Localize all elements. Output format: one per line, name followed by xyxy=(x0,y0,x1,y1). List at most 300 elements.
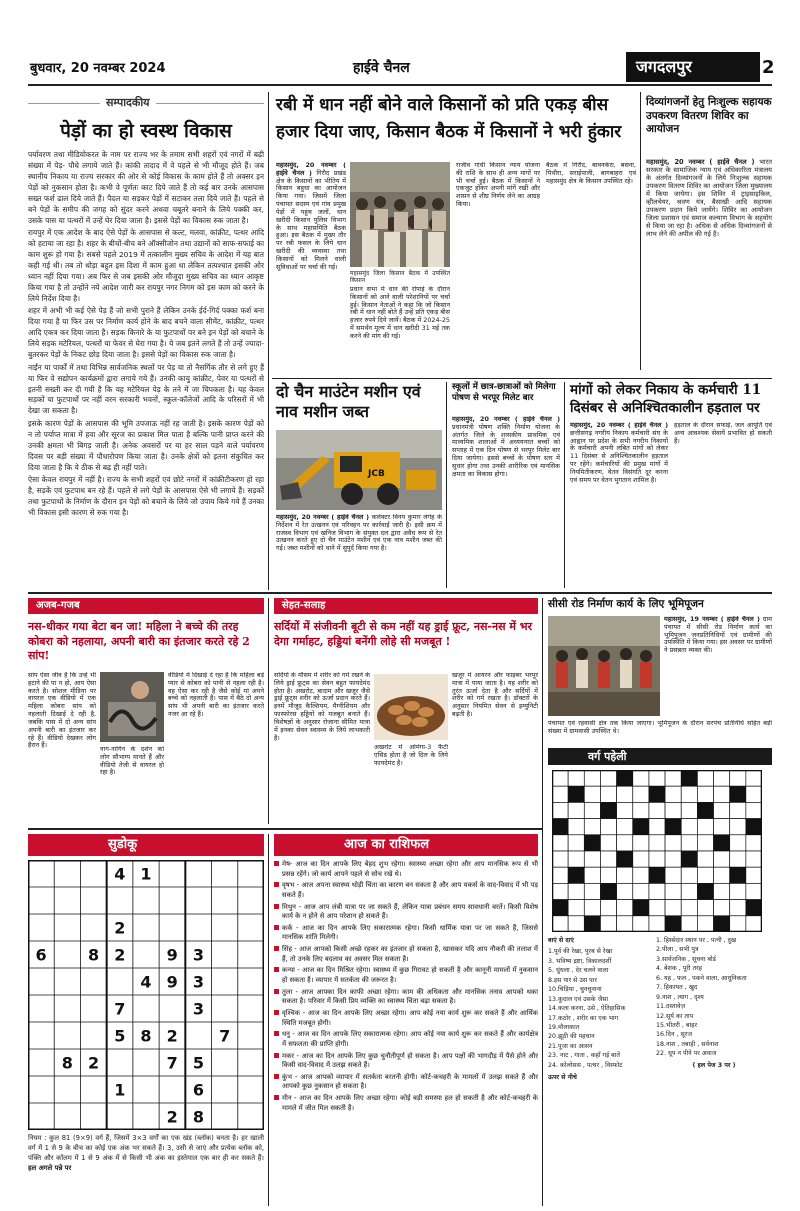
crossword-cell xyxy=(649,900,665,916)
sudoku-cell-value: 9 xyxy=(166,972,178,992)
crossword-cell xyxy=(584,770,600,786)
crossword-clue: 24. कोलोसस , पत्थर , विस्फोट xyxy=(548,1061,623,1069)
editorial-section: सम्पादकीय xyxy=(100,96,156,109)
crossword-cell xyxy=(681,867,697,883)
jcb-photo xyxy=(276,430,442,510)
crossword-cell xyxy=(584,802,600,818)
notice-title: दिव्यांगजनों हेतु निःशुल्क सहायक उपकरण वितरण शिविर का आयोजन xyxy=(646,96,772,136)
crossword-cell xyxy=(730,786,746,802)
crossword-down-title: ऊपर से नीचे xyxy=(548,1074,577,1082)
crossword-cell xyxy=(584,883,600,899)
notice-body xyxy=(646,158,772,370)
lead-photo xyxy=(350,162,450,267)
sudoku-title-bar xyxy=(28,834,264,856)
crossword-cell xyxy=(552,770,568,786)
sudoku-cell-value: 6 xyxy=(192,1080,205,1100)
bhumipujan-body-text: ग्राम पंचायत में सीसी रोड निर्माण कार्य का भूमिपूजन जनप्रतिनिधियों एवं ग्रामीणों की उपस्थिति में किया गया। इस अवसर पर ग्रामीणों ने प्रसन्नता व्यक्त की। xyxy=(664,616,772,655)
crossword-cell xyxy=(746,900,762,916)
horoscope-item: मकर - आज का दिन आपके लिए कुछ चुनौतीपूर्ण हो सकता है। आप पक्षों की भागदौड़ में पैसे होने और किसी वाद-विवाद में उलझ सकते हैं। xyxy=(274,1052,538,1071)
jcb-machine-image xyxy=(276,430,442,510)
crossword-cell xyxy=(665,770,681,786)
crowd-photo-image xyxy=(350,162,450,267)
editorial-paragraph: ऐसा केवल रायपुर में नहीं है। राज्य के सभी शहरों एवं छोटे नगरों में कांक्रीटीकरण हो रहा है, सड़कें एवं फुटपाथ बन रहे हैं। पहले से लगे पेड़ों के आसपास ऐसे भी लगाये हैं। सड़कों तथा फुटपाथों के निर्माण के दौरान इन पेड़ों को बचाने के लिये जो उपाय किये गये हैं उनका भी विकास इसी कारण से रुक गया है। xyxy=(28,475,264,517)
bullet-icon xyxy=(274,1010,279,1015)
jcb-dateline: महासमुंद, 20 नवम्बर ( हाईवे चैनल ) xyxy=(276,514,370,521)
bhumipujan-photo xyxy=(548,616,660,716)
bullet-icon xyxy=(274,1095,279,1100)
crossword-cell xyxy=(600,916,616,932)
jcb-headline: दो चैन माउंटेन मशीन एवं नाव मशीन जब्त xyxy=(276,382,421,421)
jcb-photo-label: JCB xyxy=(368,469,385,479)
crossword-cell xyxy=(552,900,568,916)
sudoku-cell-value: 4 xyxy=(140,972,152,992)
crossword-clue: 6. यह , फल , पकने वाला, आधुनिकता xyxy=(656,974,747,982)
sudoku-cell-value: 7 xyxy=(114,999,126,1019)
crossword-cell xyxy=(617,835,633,851)
bhumipujan-headline: सीसी रोड निर्माण कार्य के लिए भूमिपूजन xyxy=(548,598,704,610)
crossword-clue: 4. बेशक , पूरी तरह xyxy=(656,965,703,973)
crossword-cell xyxy=(714,916,730,932)
crossword-cell xyxy=(730,916,746,932)
crossword-cell xyxy=(730,867,746,883)
crossword-cell xyxy=(649,802,665,818)
crossword-cell xyxy=(714,851,730,867)
crossword-clue: 10.चिड़िया , चुनचुनाना xyxy=(548,986,602,994)
crossword-cell xyxy=(649,883,665,899)
crossword-cell xyxy=(633,883,649,899)
lead-photo-caption: महासमुंद जिला किसान बैठक में उपस्थित किसान xyxy=(350,270,450,285)
crossword-cell xyxy=(633,867,649,883)
lead-headline-1: रबी में धान नहीं बोने वाले किसानों को प्रति एकड़ बीस xyxy=(276,95,609,115)
column-divider xyxy=(640,92,641,370)
crossword-cell xyxy=(617,802,633,818)
crossword-cell xyxy=(568,786,584,802)
crossword-cell xyxy=(600,835,616,851)
crossword-cell xyxy=(568,883,584,899)
crossword-cell xyxy=(600,802,616,818)
crossword-cell xyxy=(633,835,649,851)
crossword-cell xyxy=(633,851,649,867)
crossword-cell xyxy=(600,883,616,899)
sudoku-grid xyxy=(28,860,264,1130)
crossword-clue: 15.भीतरी , बाहर xyxy=(656,1021,698,1029)
horoscope-item: कन्या - आज का दिन मिश्रित रहेगा। स्वास्थ्य में कुछ गिरावट हो सकती है और कानूनी मामलों में नुकसान हो सकता है। व्यापार में सतर्कता की जरूरत है। xyxy=(274,966,538,985)
bullet-icon xyxy=(274,1031,279,1036)
health-section-bar xyxy=(274,598,538,614)
snake-photo-image xyxy=(100,672,164,742)
sudoku-cell-value: 7 xyxy=(166,1053,178,1073)
column-divider xyxy=(268,598,269,824)
editorial-paragraph: पर्यावरण तथा मीडियोकरत के नाम पर राज्य भर के तमाम सभी शहरों एवं नगरों में बढ़ी संख्या में पेड़- पौधे लगाये जाते हैं। कांकी तादाद में वे पहले से भी मौजूद होते हैं। जब स्थानीय निकाय या राज्य सरकार की ओर से कोई विकास के काम होते हैं तो अक्सर इन पेड़ों को नुकसान होता है। कभी वे पूर्णतः काट दिये जाते हैं तो कई बार उनके आसपास सख्त फर्श ढाल दिये जाते हैं। पैदल या सड़कर पेड़ों में सटाकर तला दिये जाते हैं। पहले से बने पेड़ों के समीप की जगह को सुंदर करने अथवा चबूतरे बनाने के लिये पक्की कर, उसके पास या पत्थरों में उन्हें घेर दिया जाता है। इससे पेड़ों का विकास रुक जाता है। xyxy=(28,150,264,225)
column-divider xyxy=(446,382,447,588)
crossword-across-list xyxy=(548,947,652,1070)
horoscope-item: तुला - आज आपका दिन काफी अच्छा रहेगा। काम की अधिकता और मानसिक तनाव आपको थका सकता है। परिवार में किसी प्रिय व्यक्ति का स्वास्थ्य चिंता बढ़ा सकता है। xyxy=(274,988,538,1007)
crossword-cell xyxy=(697,916,713,932)
crossword-cell xyxy=(584,916,600,932)
crossword-grid-svg xyxy=(552,770,762,932)
millet-body-text: प्रधानमंत्री पोषण शक्ति निर्माण योजना के अंतर्गत जिले के शासकीय प्राथमिक एवं माध्यमिक शालाओं में अध्ययनरत बच्चों को सप्ताह में एक दिन पोषण से भरपूर मिलेट बार दिया जायेगा। इससे बच्चों के पोषण स्तर में सुधार होगा तथा उनकी शारीरिक एवं मानसिक क्षमता का विकास होगा। xyxy=(452,422,560,478)
sudoku-cell-value: 2 xyxy=(166,1107,178,1127)
sudoku-title: सुडोकू xyxy=(108,837,138,852)
crossword-cell xyxy=(665,835,681,851)
crossword-cell xyxy=(568,770,584,786)
crossword-cell xyxy=(568,835,584,851)
crossword-cell xyxy=(681,770,697,786)
crossword-cell xyxy=(568,851,584,867)
crossword-clue: 9.नाश , त्याग , दृश्य xyxy=(656,993,704,1001)
crossword-cell xyxy=(681,835,697,851)
dry-fruit-image xyxy=(374,674,448,740)
crossword-clue: 21.पूजा का आसन xyxy=(548,1042,593,1050)
crossword-cell xyxy=(649,851,665,867)
crossword-clue: 17.कठोर , शरीर का एक भाग xyxy=(548,1014,619,1022)
column-divider xyxy=(268,92,269,590)
crossword-cell xyxy=(600,900,616,916)
crossword-cell xyxy=(714,802,730,818)
crossword-cell xyxy=(649,770,665,786)
crossword-cell xyxy=(697,786,713,802)
strike-body-2: हड़ताल के दौरान सफाई, जल आपूर्ति एवं अन्य आवश्यक सेवायें प्रभावित हो सकती हैं। xyxy=(674,422,772,445)
health-body-3: खजूर में आयरन और फाइबर भरपूर मात्रा में पाया जाता है। यह शरीर को तुरंत ऊर्जा देता है और सर्दियों में शरीर को गर्म रखता है। डॉक्टरों के अनुसार नियमित सेवन से इम्युनिटी बढ़ती है। xyxy=(452,672,538,719)
crossword-clue: 3.सार्वजनिक , सूचना बोर्ड xyxy=(656,955,717,963)
crossword-answer-note: ( हल पेज 3 पर ) xyxy=(692,1061,736,1069)
editorial-paragraph: इसके कारण पेड़ों के आसपास की भूमि उपजाऊ नहीं रह जाती है। इसके कारण पेड़ों को न तो पर्याप्त मात्रा में हवा और सूरज का प्रकाश मिल पाता है बल्कि पानी प्राप्त करने की उनकी क्षमता भी बिगड़ जाती है। अनेक अवसरों पर या हर साल पड़ने वाले पर्यावरण दिवस पर बड़ी संख्या में पौधारोपण किया जाता है। उनके क्षेत्रों को इतना संकुचित कर दिया जाता है कि ये ठीक से बढ़ ही नहीं पाते। xyxy=(28,418,264,472)
crossword-cell xyxy=(584,851,600,867)
crossword-across xyxy=(548,936,652,1198)
crossword-cell xyxy=(617,916,633,932)
lead-dateline: महासमुंद, 20 नवम्बर ( हाईवे चैनल ) xyxy=(276,162,346,177)
editorial-body xyxy=(28,150,264,565)
bullet-icon xyxy=(274,925,279,930)
ajab-body-right: वीडियो में दिखाई दे रहा है कि महिला बड़े प्यार से कोबरा को पानी से नहला रही है। वह ऐसा कर रही है जैसे कोई मां अपने बच्चे को नहलाती है। पास में बैठे दो अन्य सांप भी अपनी बारी का इंतजार करते नजर आ रहे हैं। xyxy=(168,672,264,719)
masthead-city: जगदलपुर xyxy=(636,57,692,76)
column-divider xyxy=(268,834,269,1206)
lead-col-3: राजीव गांधी किसान न्याय योजना की राशि के साथ ही अन्य मांगों पर भी चर्चा हुई। बैठक में किसानों ने एकजुट होकर अपनी मांगें रखीं और शासन से शीघ्र निर्णय लेने का आग्रह किया। xyxy=(456,162,540,209)
crossword-cell xyxy=(584,867,600,883)
crossword-cell xyxy=(697,883,713,899)
crossword-cell xyxy=(681,786,697,802)
ajab-section: अजब-गजब xyxy=(36,600,80,611)
sudoku-cell-value: 4 xyxy=(114,864,126,884)
lead-col-1-text: गिरौद प्रखंड क्षेत्र के किसानों का भीतिय में किसान बहुधा का आयोजन किया गया। जिसमें जिला पंचायत सदस्य एवं गांव प्रमुख पेड़ों में पहुंच जलों, धान खरीदी किसान पुलिस विभाग के साथ महासमिति बैठक हुआ। इस बैठक में मुख्य तौर पर रबी फसल के लिये धान खरीदी की व्यवस्था तथा किसानों को मिलने वाली सुविधाओं पर चर्चा की गई। xyxy=(276,168,346,271)
bhumipujan-body xyxy=(664,616,772,716)
crossword-clue: 13.कुदाल एवं उसके जैसा xyxy=(548,995,609,1003)
sudoku-cell-value: 8 xyxy=(192,1107,205,1127)
crossword-cell xyxy=(584,835,600,851)
crossword-cell xyxy=(697,802,713,818)
crossword-cell xyxy=(681,883,697,899)
ajab-section-bar xyxy=(28,598,264,614)
masthead-city-box xyxy=(626,52,760,82)
crossword-cell xyxy=(600,851,616,867)
crossword-cell xyxy=(552,851,568,867)
health-photo xyxy=(374,674,448,740)
crossword-cell xyxy=(665,867,681,883)
crossword-clue: 11.दस्तावेज़ xyxy=(656,1003,686,1011)
crossword-clue: 16.दिन , सूरज xyxy=(656,1031,692,1039)
lead-col-2: प्रधान सभा में धान की रोपाई के दौरान किसानों को आने वाली परेशानियों पर चर्चा हुई। किसान नेताओं ने कहा कि जो किसान रबी में धान नहीं बोते हैं उन्हें प्रति एकड़ बीस हजार रुपये दिये जायें। बैठक में 2024-25 में समर्थन मूल्य में धान खरीदी 31 मई तक करने की मांग की गई। xyxy=(350,286,450,340)
crossword-cell xyxy=(665,916,681,932)
section-rule xyxy=(272,378,772,379)
crossword-cell xyxy=(633,819,649,835)
ajab-body-left: सांप ऐसा जीव है कि उन्हें भी हटाने की पा न हो, आप ऐसा करते है। सोशल मीडिया पर वायरल एक वीडियो में एक महिला कोबरा सांप को नहलाती दिखाई दे रही है, जबकि पास में दो अन्य सांप अपनी बारी का इंतजार कर रहे हैं। वीडियो देखकर लोग हैरान हैं। xyxy=(28,672,96,750)
sudoku-cell-value: 3 xyxy=(192,945,205,965)
crossword-clue: 7. हिकायत , खुद xyxy=(656,984,698,992)
crossword-grid xyxy=(552,770,762,932)
lead-col-1 xyxy=(276,162,346,372)
crossword-cell xyxy=(730,770,746,786)
crossword-cell xyxy=(746,802,762,818)
crossword-cell xyxy=(617,883,633,899)
page-number: 2 xyxy=(762,57,775,78)
editorial-paragraph: रायपुर में एक आदेश के बाद ऐसे पेड़ों के आसपास से कल्ट, मलवा, कांक्रीट, पत्थर आदि को हटाया जा रहा है। शहर के बीचों-बीच बने ऑक्सीजोन तथा उद्यानों को साफ-सफाई का काम शुरू हो गया है। सबसे पहले 2019 में तत्कालीन मुख्य सचिव के आदेश में यह बात कही गई थी। तब तो थोड़ा बहुत इस दिशा में काम हुआ था लेकिन तत्पश्चात इसकी ओर ध्यान नहीं दिया गया। अब फिर से जब इसकी ओर मौजूदा मुख्य सचिव का ध्यान आकृष्ट किया गया है तो उन्होंने नये आदेश जारी कर रायपुर नगर निगम को इस काम को करने के लिये निर्देश दिया है। xyxy=(28,228,264,303)
crossword-clue: 8.इस पार से उस पार xyxy=(548,976,597,984)
sudoku-rules xyxy=(28,1134,264,1204)
crossword-cell xyxy=(714,867,730,883)
crossword-cell xyxy=(617,851,633,867)
lead-headline-2: हजार दिया जाए, किसान बैठक में किसानों ने भरी हुंकार xyxy=(276,122,622,142)
crossword-cell xyxy=(649,786,665,802)
crossword-cell xyxy=(730,802,746,818)
crossword-title-bar xyxy=(548,748,772,765)
crossword-cell xyxy=(552,883,568,899)
ajab-photo xyxy=(100,672,164,742)
horoscope-item: मेष- आज का दिन आपके लिए बेहद शुभ रहेगा। स्वास्थ्य अच्छा रहेगा और आप मानसिक रूप से भी प्रसन्न रहेंगे। जो कार्य आपने पहले से सोच रखे थे। xyxy=(274,860,538,879)
crossword-down xyxy=(656,936,772,1198)
crossword-cell xyxy=(552,786,568,802)
crossword-title: वर्ग पहेली xyxy=(588,750,627,763)
editorial-paragraph: शहर में अभी भी कई ऐसे पेड़ हैं जो सभी पुराने हैं लेकिन उनके ईर्द-गिर्द पक्का फर्श बना दिया गया है या फिर उस पर निर्माण कार्य होने के बाद बचने वाला सीमेंट, कांक्रीट, पत्थर आदि एकत्र कर दिया जाता है। सड़क किनारे के या फुटपाथों पर बने इन पेड़ों को बचाने के लिये सड़क मटेरियल, पत्थरों या फेवर से घेरा गया है। ये जब इतने लगते हैं तो उन्हें ज्यादा-बुतरकर पेड़ों के निकट छोड़ दिया जाता है। इससे पेड़ों का विकास रुक जाता है। xyxy=(28,306,264,360)
bhumipujan-caption: पंचायत एवं रहवासी क्षेत्र तक किया जाएगा। भूमिपूजन के दौरान सरपंच प्रतिनिधि सहित बड़ी संख्या में ग्रामवासी उपस्थित थे। xyxy=(548,720,772,735)
jcb-body xyxy=(276,514,442,586)
sudoku-cell-value: 8 xyxy=(87,945,100,965)
crossword-cell xyxy=(649,835,665,851)
bullet-icon xyxy=(274,1074,279,1079)
editorial-title: पेड़ों का हो स्वस्थ विकास xyxy=(60,120,232,142)
crossword-cell xyxy=(746,786,762,802)
bhumipujan-dateline: महासमुंद, 19 नवम्बर ( हाईवे चैनल ) xyxy=(664,616,760,623)
crossword-cell xyxy=(665,883,681,899)
crossword-cell xyxy=(697,867,713,883)
crossword-cell xyxy=(746,883,762,899)
crossword-clue: 2.पीला , सभी पुत्र xyxy=(656,946,699,954)
sudoku-cell-value: 9 xyxy=(166,945,178,965)
crossword-cell xyxy=(649,916,665,932)
crossword-cell xyxy=(552,802,568,818)
crossword-clue: 3. भविष्य द्रष्टा, त्रिकालदर्शी xyxy=(548,957,612,965)
bullet-icon xyxy=(274,946,279,951)
strike-body-text: छत्तीसगढ़ नगरीय निकाय कर्मचारी संघ के आह्वान पर प्रदेश के सभी नगरीय निकायों के कर्मचारी अपनी लंबित मांगों को लेकर 11 दिसंबर से अनिश्चितकालीन हड़ताल पर रहेंगे। कर्मचारियों की प्रमुख मांगों में नियमितीकरण, वेतन विसंगति दूर करना एवं समय पर वेतन भुगतान शामिल है। xyxy=(570,428,668,484)
crossword-cell xyxy=(746,867,762,883)
crossword-cell xyxy=(568,802,584,818)
crossword-cell xyxy=(649,819,665,835)
horoscope-item: मिथुन - आज आप लंबी यात्रा पर जा सकते हैं, लेकिन यात्रा प्रबंधन समय सावधानी बरतें। किसी विशेष कार्य के न होने से आप परेशान हो सकते हैं। xyxy=(274,903,538,922)
crossword-cell xyxy=(665,851,681,867)
horoscope-item: मीन - आज का दिन आपके लिए अच्छा रहेगा। कोई बड़ी समस्या हल हो सकती है और कोर्ट-कचहरी के मामले में जीत मिल सकती है। xyxy=(274,1094,538,1113)
crossword-cell xyxy=(568,819,584,835)
column-divider xyxy=(564,382,565,588)
horoscope-item: सिंह - आज आपको किसी अच्छे रहकर का इंतजार हो सकता है, खासकर यदि आप नौकरी की तलाश में हैं, तो उनके लिए बदलाव का अवसर मिल सकता है। xyxy=(274,945,538,964)
masthead-rule xyxy=(28,84,772,86)
crossword-cell xyxy=(665,786,681,802)
crossword-cell xyxy=(617,900,633,916)
ceremony-photo-image xyxy=(548,616,660,716)
crossword-cell xyxy=(714,786,730,802)
health-headline: सर्दियों में संजीवनी बूटी से कम नहीं यह ड्राई फ्रूट, नस-नस में भर देगा गर्माहट, हड्डियां बनेंगी लोहे सी मजबूत ! xyxy=(274,620,533,648)
crossword-cell xyxy=(697,770,713,786)
health-body-2: अखरोट में ओमेगा-3 फैटी एसिड होता है जो दिल के लिये फायदेमंद है। xyxy=(374,744,448,767)
crossword-cell xyxy=(746,819,762,835)
crossword-cell xyxy=(665,900,681,916)
crossword-clue: 5. धुंधला , देर चलने वाला xyxy=(548,967,609,975)
crossword-down-list xyxy=(656,936,772,1059)
crossword-cell xyxy=(714,835,730,851)
strike-dateline: महासमुंद, 20 नवम्बर ( हाईवे चैनल ) xyxy=(570,422,668,429)
horoscope-item: कर्क - आज का दिन आपके लिए सकारात्मक रहेगा। किसी धार्मिक यात्रा पर जा सकते हैं, जिससे मानसिक शांति मिलेगी। xyxy=(274,924,538,943)
sudoku-cell-value: 1 xyxy=(114,1080,126,1100)
crossword-clue: 22. धूप न पीने पर अवाज xyxy=(656,1050,717,1058)
sudoku-cell-value: 2 xyxy=(114,945,126,965)
crossword-cell xyxy=(681,819,697,835)
sudoku-cell-value: 7 xyxy=(219,1026,231,1046)
crossword-cell xyxy=(617,786,633,802)
ajab-body-mid: नाग-नागिन के दर्शन को लोग सौभाग्य मानते हैं और वीडियो तेजी से वायरल हो रहा है। xyxy=(100,746,164,777)
sudoku-rules-text: नियम : कुल 81 (9×9) वर्ग हैं, जिसमें 3×3 वर्गों का एक खंड (ब्लॉक) बनता है। हर खाली वर्ग में 1 से 9 के बीच का कोई एक अंक भर सकते हैं। 3, उसी से जाएं और प्रत्येक ब्लॉक को, पंक्ति और कॉलम में 1 से 9 अंक में से किसी भी अंक का इस्तेमाल एक बार ही कर सकते हैं। xyxy=(28,1134,264,1162)
crossword-cell xyxy=(600,770,616,786)
crossword-cell xyxy=(697,819,713,835)
crossword-clue: 18.नाश , तबाही , सर्वनाश xyxy=(656,1040,719,1048)
crossword-clue: 1.पूर्व की रेखा, पूरब से रेखा xyxy=(548,948,613,956)
sudoku-cell-value: 5 xyxy=(114,1026,126,1046)
strike-headline: मांगों को लेकर निकाय के कर्मचारी 11 दिसंबर से अनिश्चितकालीन हड़ताल पर xyxy=(570,382,762,416)
crossword-cell xyxy=(665,819,681,835)
crossword-clue: 23. नाट , गाता , कहाँ गई बातें xyxy=(548,1052,620,1060)
masthead xyxy=(28,52,775,82)
crossword-cell xyxy=(600,819,616,835)
sudoku-cell-value: 2 xyxy=(166,1026,178,1046)
bullet-icon xyxy=(274,989,279,994)
crossword-cell xyxy=(617,867,633,883)
horoscope-item: धनु - आज का दिन आपके लिए सकारात्मक रहेगा। आप कोई नया कार्य शुरू कर सकते हैं और कार्यक्षेत्र में सफलता की प्राप्ति होगी। xyxy=(274,1030,538,1049)
horoscope-title: आज का राशिफल xyxy=(344,837,430,852)
horoscope-item: कुंभ - आज आपको व्यापार में सतर्कता बरतनी होगी। कोर्ट-कचहरी के मामलों में उलझ सकते हैं और आपको कुछ नुकसान हो सकता है। xyxy=(274,1073,538,1092)
crossword-cell xyxy=(568,867,584,883)
sudoku-cell-value: 8 xyxy=(61,1053,73,1073)
sudoku-cell-value: 3 xyxy=(192,972,205,992)
crossword-cell xyxy=(584,900,600,916)
horoscope-item: वृश्चिक - आज का दिन आपके लिए अच्छा रहेगा। आप कोई नया कार्य शुरू कर सकते हैं और आर्थिक स्थिति मजबूत होगी। xyxy=(274,1009,538,1028)
crossword-clue: 19.मौलाकात xyxy=(548,1023,580,1031)
masthead-paper-name: हाईवे चैनल xyxy=(353,60,410,76)
crossword-cell xyxy=(681,900,697,916)
crossword-cell xyxy=(649,867,665,883)
crossword-across-title: बाएं से दाएं xyxy=(548,937,574,944)
crossword-cell xyxy=(568,916,584,932)
crossword-clue: 1. हिस्सेदार स्थान पर , पत्नी , दुख xyxy=(656,937,737,944)
sudoku-cell-value: 3 xyxy=(192,999,205,1019)
crossword-cell xyxy=(633,786,649,802)
column-divider xyxy=(542,748,543,1206)
horoscope-list xyxy=(274,860,538,1204)
crossword-cell xyxy=(714,770,730,786)
crossword-cell xyxy=(617,819,633,835)
crossword-clue: 12.सूर्य का ताप xyxy=(656,1012,694,1020)
sudoku-grid-svg xyxy=(28,860,264,1130)
bullet-icon xyxy=(274,861,279,866)
crossword-cell xyxy=(600,867,616,883)
crossword-cell xyxy=(746,835,762,851)
crossword-cell xyxy=(584,819,600,835)
millet-body xyxy=(452,416,560,588)
crossword-cell xyxy=(730,883,746,899)
horoscope-title-bar xyxy=(274,834,538,856)
crossword-cell xyxy=(681,916,697,932)
crossword-cell xyxy=(730,819,746,835)
crossword-cell xyxy=(681,802,697,818)
sudoku-cell-value: 2 xyxy=(87,1053,100,1073)
crossword-cell xyxy=(617,770,633,786)
crossword-cell xyxy=(714,900,730,916)
sudoku-cell-value: 2 xyxy=(114,918,126,938)
sudoku-cell-value: 8 xyxy=(140,1026,152,1046)
crossword-cell xyxy=(633,916,649,932)
health-body-1: सर्दियों के मौसम में शरीर को गर्म रखने के लिये ड्राई फ्रूट्स का सेवन बहुत फायदेमंद होता है। अखरोट, बादाम और खजूर जैसे ड्राई फ्रूट्स शरीर को ऊर्जा प्रदान करते हैं। इनमें मौजूद कैल्शियम, मैग्नीशियम और फास्फोरस हड्डियों को मजबूत बनाते हैं। विशेषज्ञों के अनुसार रोजाना सीमित मात्रा में इनका सेवन स्वास्थ्य के लिये लाभकारी है। xyxy=(274,672,370,742)
health-section: सेहत-सलाह xyxy=(282,600,326,611)
crossword-clue: 20.झूठी की पहचान xyxy=(548,1033,595,1041)
millet-headline: स्कूलों में छात्र-छात्राओं को मिलेगा पोषण से भरपूर मिलेट बार xyxy=(452,382,556,404)
crossword-cell xyxy=(600,786,616,802)
crossword-cell xyxy=(665,802,681,818)
crossword-cell xyxy=(552,835,568,851)
masthead-date: बुधवार, 20 नवम्बर 2024 xyxy=(30,61,166,76)
crossword-cell xyxy=(746,916,762,932)
section-rule xyxy=(28,592,772,594)
horoscope-item: वृषभ - आज अपना स्वास्थ्य थोड़ी चिंता का कारण बन सकता है और आप यकर्स के वाद-विवाद में भी पड़ सकते हैं। xyxy=(274,881,538,900)
crossword-cell xyxy=(746,851,762,867)
crossword-cell xyxy=(730,851,746,867)
crossword-cell xyxy=(730,900,746,916)
crossword-cell xyxy=(633,900,649,916)
crossword-cell xyxy=(746,770,762,786)
bullet-icon xyxy=(274,882,279,887)
crossword-cell xyxy=(714,883,730,899)
crossword-cell xyxy=(584,786,600,802)
crossword-cell xyxy=(697,835,713,851)
lead-col-4: बैठक में गिरौद, बावनकेरा, बसना, पिथौरा, सराईपाली, बागबाहरा एवं महासमुंद क्षेत्र के किसान उपस्थित रहे। xyxy=(546,162,636,185)
crossword-cell xyxy=(633,802,649,818)
crossword-cell xyxy=(552,867,568,883)
editorial-section-label xyxy=(28,96,264,112)
crossword-cell xyxy=(697,851,713,867)
crossword-cell xyxy=(697,900,713,916)
bullet-icon xyxy=(274,967,279,972)
bullet-icon xyxy=(274,904,279,909)
crossword-cell xyxy=(552,819,568,835)
notice-body-text: भारत सरकार के सामाजिक न्याय एवं अधिकारिता मंत्रालय के अंतर्गत दिव्यांगजनों के लिये निःशुल्क सहायक उपकरण वितरण शिविर का आयोजन जिला मुख्यालय में किया जायेगा। इस शिविर में ट्राइसाइकिल, व्हीलचेयर, श्रवण यंत्र, बैसाखी आदि सहायक उपकरण प्रदान किये जायेंगे। शिविर का आयोजन जिला प्रशासन एवं समाज कल्याण विभाग के सहयोग से किया जा रहा है। अधिक से अधिक दिव्यांगजनों से लाभ लेने की अपील की गई है। xyxy=(646,158,772,239)
millet-dateline: महासमुंद, 20 नवम्बर ( हाईवे चैनल ) xyxy=(452,416,560,423)
crossword-clue: 14.कला करना, उसे , ऐतिहासिक xyxy=(548,1005,626,1013)
crossword-cell xyxy=(633,770,649,786)
notice-dateline: महासमुंद, 20 नवम्बर ( हाईवे चैनल ) xyxy=(646,158,755,166)
sudoku-answer-note: हल अगले पन्ने पर xyxy=(28,1163,72,1172)
editorial-paragraph: नाईंन या पार्कों में तथा विभिन्न सार्वजनिक स्थलों पर पेड़ या तो नैसर्गिक तौर से लगे हुए हैं या फिर वे सद्योपन कार्यक्रमों द्वारा लगाये गये हैं। उनकी कायु कांक्रीट, पेवर या पत्थरों से इतनी सख्ती कर दी गयी है कि यह मटेरियल पेड़ के तने में जा चिपकता है। यह केवल सड़कों या फुटपाथों पर नहीं वरन सरकारी भवनों, स्कूल-कॉलेजों आदि के परिसरों में भी देखा जा सकता है। xyxy=(28,362,264,416)
crossword-cell xyxy=(552,916,568,932)
ajab-headline: नस-धीकर गया बेटा बन जा! महिला ने बच्चे की तरह कोबरा को नहलाया, अपनी बारी का इंतजार करते रहे 2 सांप! xyxy=(28,620,250,663)
sudoku-cell-value: 5 xyxy=(192,1053,205,1073)
crossword-cell xyxy=(730,835,746,851)
bullet-icon xyxy=(274,1053,279,1058)
crossword-cell xyxy=(681,851,697,867)
